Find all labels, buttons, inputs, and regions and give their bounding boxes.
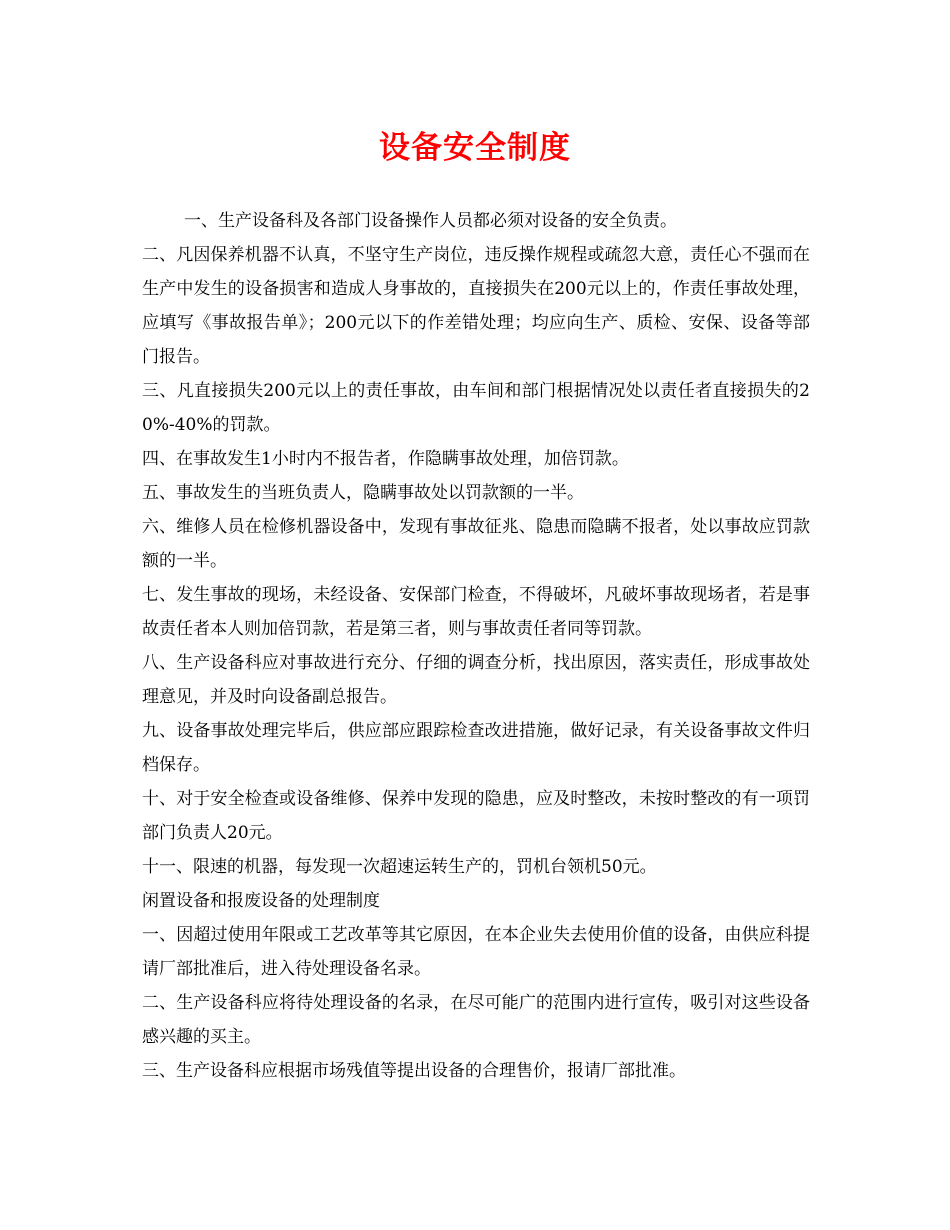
document-title: 设备安全制度 xyxy=(379,130,571,166)
document-body xyxy=(142,204,810,1088)
clause-6: 六、维修人员在检修机器设备中，发现有事故征兆、隐患而隐瞒不报者，处以事故应罚款额的一半。 xyxy=(142,517,810,571)
clause-4: 四、在事故发生1小时内不报告者，作隐瞒事故处理，加倍罚款。 xyxy=(142,449,629,469)
clause-2: 二、凡因保养机器不认真，不坚守生产岗位，违反操作规程或疏忽大意，责任心不强而在生产中发生的设备损害和造成人身事故的，直接损失在200元以上的，作责任事故处理，应填写《事故报告单》；200元以下的作差错处理；均应向生产、质检、安保、设备等部门报告。 xyxy=(142,245,810,367)
section-heading: 闲置设备和报废设备的处理制度 xyxy=(142,891,380,911)
clause-1: 一、生产设备科及各部门设备操作人员都必须对设备的安全负责。 xyxy=(184,211,677,231)
clause-5: 五、事故发生的当班负责人，隐瞒事故处以罚款额的一半。 xyxy=(142,483,584,503)
disposal-clause-2: 二、生产设备科应将待处理设备的名录，在尽可能广的范围内进行宣传，吸引对这些设备感兴趣的买主。 xyxy=(142,993,810,1047)
clause-8: 八、生产设备科应对事故进行充分、仔细的调查分析，找出原因，落实责任，形成事故处理意见，并及时向设备副总报告。 xyxy=(142,653,810,707)
disposal-clause-3: 三、生产设备科应根据市场残值等提出设备的合理售价，报请厂部批准。 xyxy=(142,1061,686,1081)
clause-10: 十、对于安全检查或设备维修、保养中发现的隐患，应及时整改，未按时整改的有一项罚部门负责人20元。 xyxy=(142,789,810,843)
disposal-clause-1: 一、因超过使用年限或工艺改革等其它原因，在本企业失去使用价值的设备，由供应科提请厂部批准后，进入待处理设备名录。 xyxy=(142,925,810,979)
clause-7: 七、发生事故的现场，未经设备、安保部门检查，不得破坏，凡破坏事故现场者，若是事故责任者本人则加倍罚款，若是第三者，则与事故责任者同等罚款。 xyxy=(142,585,810,639)
clause-9: 九、设备事故处理完毕后，供应部应跟踪检查改进措施，做好记录，有关设备事故文件归档保存。 xyxy=(142,721,810,775)
clause-11: 十一、限速的机器，每发现一次超速运转生产的，罚机台领机50元。 xyxy=(142,857,657,877)
clause-3: 三、凡直接损失200元以上的责任事故，由车间和部门根据情况处以责任者直接损失的20%-40%的罚款。 xyxy=(142,381,810,435)
